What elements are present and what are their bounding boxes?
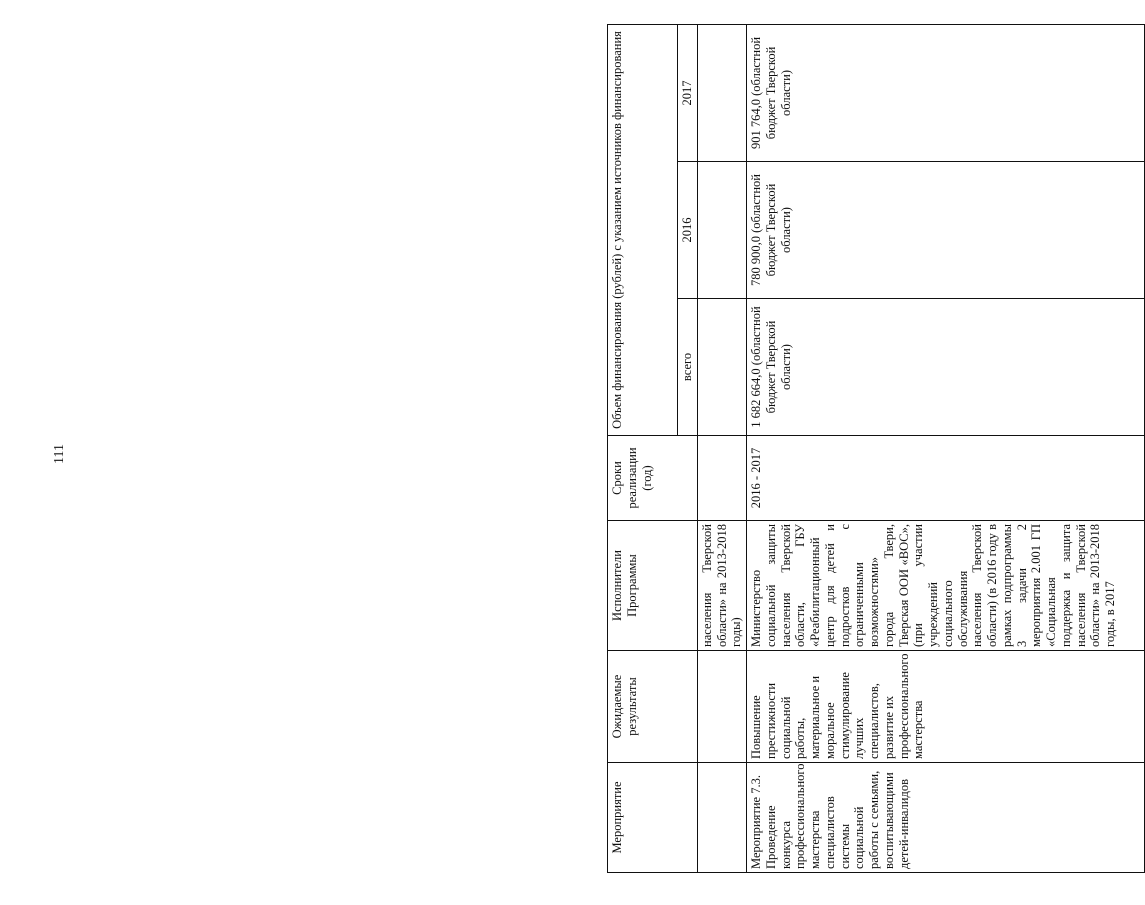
- financing-table: [607, 24, 1145, 873]
- header-funding: Объем финансирования (рублей) с указанием источников финансирования: [608, 24, 678, 435]
- cell-2016: 780 900,0 (областной бюджет Тверской области): [747, 162, 1145, 299]
- page-number: 111: [52, 444, 67, 464]
- carry-over-empty: [697, 24, 746, 161]
- header-event: Мероприятие: [608, 763, 698, 873]
- rotated-table-wrapper: [607, 25, 1145, 873]
- table-row: [747, 24, 1145, 872]
- cell-event: Мероприятие 7.3. Проведение конкурса профессионального мастерства специалистов системы социальной работы с семьями, воспитывающими детей-инвалидов: [747, 763, 1145, 873]
- cell-results: Повышение престижности социальной работы, материальное и моральное стимулирование лучших специалистов, развитие их профессионального мастерства: [747, 651, 1145, 763]
- header-executors: Исполнители Программы: [608, 521, 698, 651]
- cell-total: 1 682 664,0 (областной бюджет Тверской области): [747, 299, 1145, 436]
- cell-executors: Министерство социальной защиты населения Тверской области, ГБУ «Реабилитационный центр для детей и подростков с ограниченными возможностями» города Твери, Тверская ООИ «ВОС», (при участии учреждений социального обслуживания населения Тверской области) (в 2016 году в рамках подпрограммы 3 задачи 2 мероприятия 2.001 ГП «Социальная поддержка и защита населения Тверской области» на 2013-2018 годы, в 2017: [747, 521, 1145, 651]
- carry-over-empty: [697, 299, 746, 436]
- cell-2017: 901 764,0 (областной бюджет Тверской области): [747, 24, 1145, 161]
- carry-over-empty: [697, 651, 746, 763]
- header-results: Ожидаемые результаты: [608, 651, 698, 763]
- carry-over-empty: [697, 162, 746, 299]
- carry-over-executors: населения Тверской области» на 2013-2018 годы): [697, 521, 746, 651]
- header-terms: Сроки реализации (год): [608, 436, 698, 521]
- header-row-1: [608, 24, 678, 872]
- carry-over-empty: [697, 436, 746, 521]
- carry-over-row: [697, 24, 746, 872]
- header-2017: 2017: [678, 24, 698, 161]
- header-2016: 2016: [678, 162, 698, 299]
- carry-over-empty: [697, 763, 746, 873]
- cell-terms: 2016 - 2017: [747, 436, 1145, 521]
- header-total: всего: [678, 299, 698, 436]
